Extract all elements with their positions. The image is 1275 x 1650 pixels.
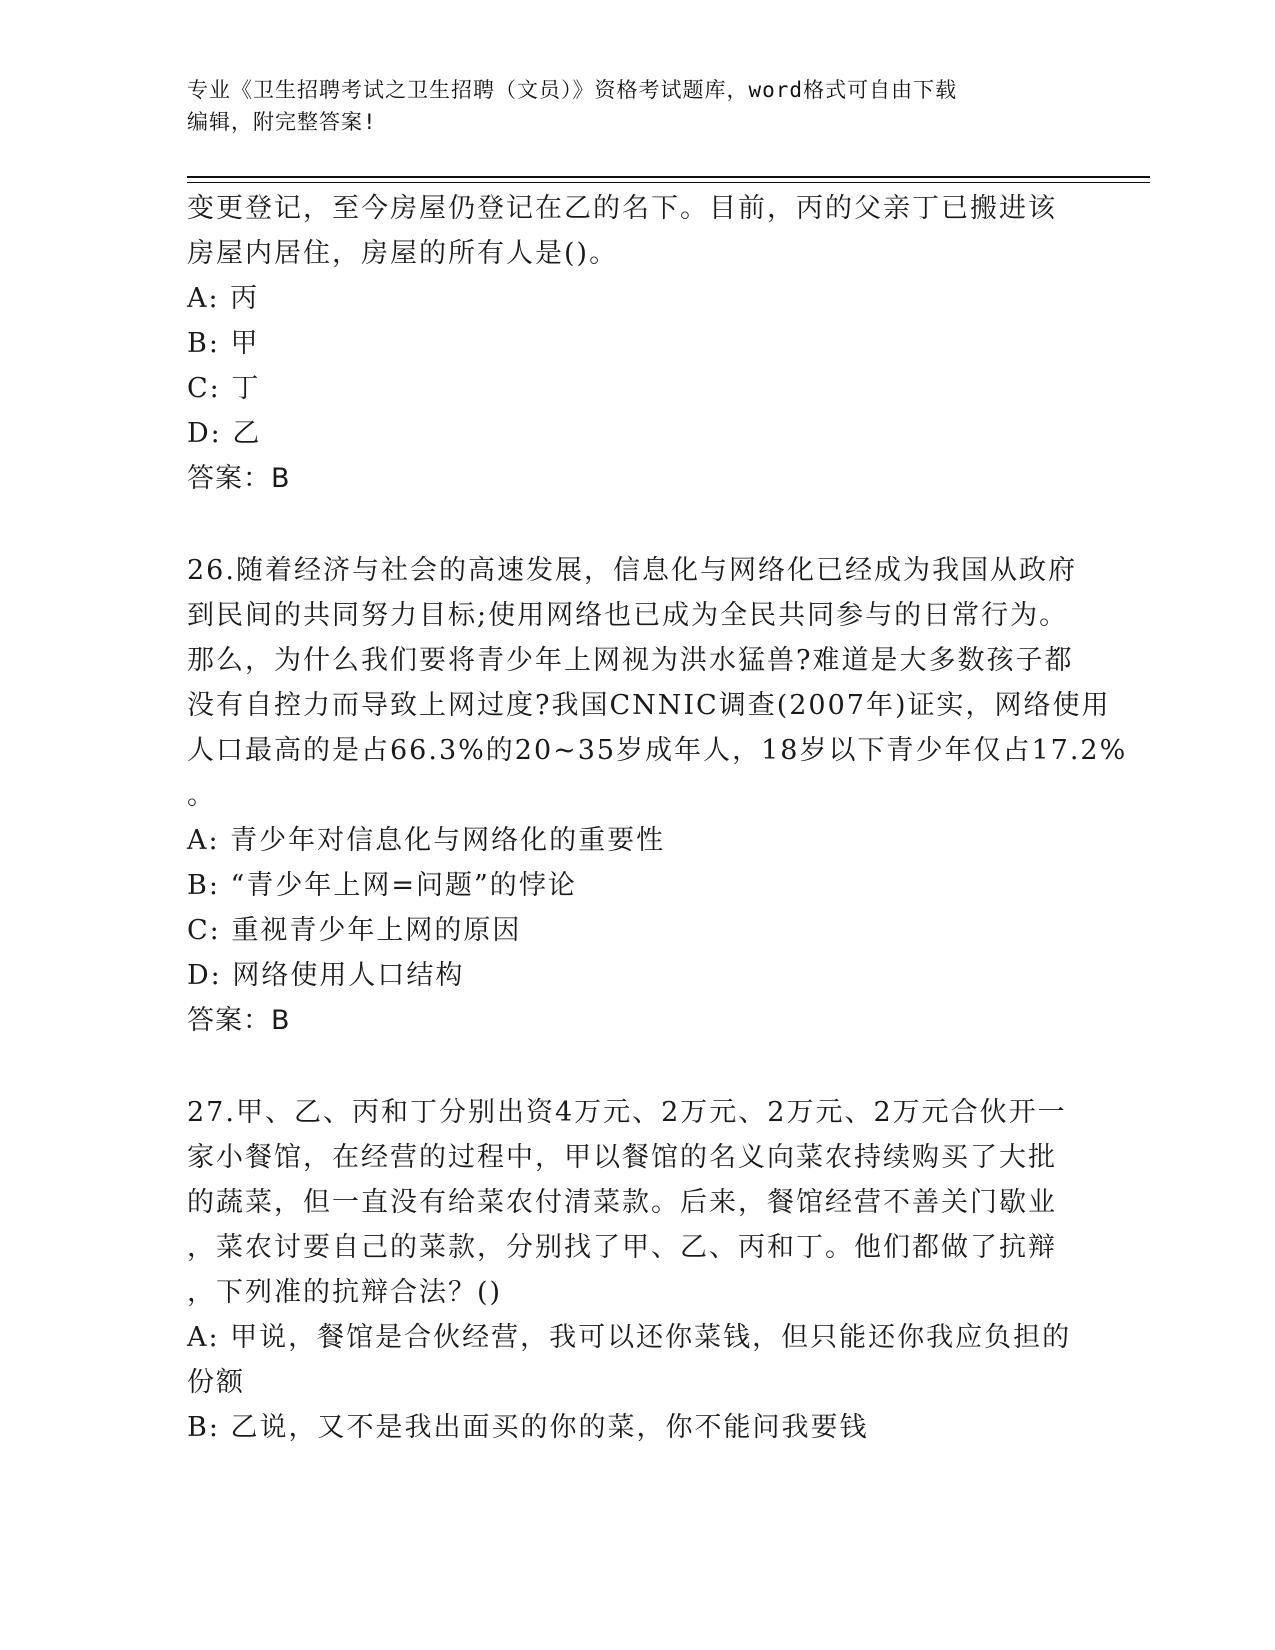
option-a: A: 丙 <box>187 283 260 314</box>
question-stem-line: 到民间的共同努力目标;使用网络也已成为全民共同参与的日常行为。 <box>187 600 1069 631</box>
spacer <box>187 1043 1087 1090</box>
question-stem-line: ，菜农讨要自己的菜款，分别找了甲、乙、丙和丁。他们都做了抗辩 <box>187 1232 1057 1263</box>
document-body <box>187 186 1128 1450</box>
question-stem-line: 。 <box>187 780 216 811</box>
spacer <box>187 501 1087 548</box>
question-stem-line: 那么，为什么我们要将青少年上网视为洪水猛兽?难道是大多数孩子都 <box>187 645 1074 676</box>
answer-line: 答案：B <box>187 1005 291 1036</box>
question-26 <box>187 548 1128 1043</box>
header-rule-thick <box>187 176 1150 178</box>
question-stem-line: 的蔬菜，但一直没有给菜农付清菜款。后来，餐馆经营不善关门歇业 <box>187 1187 1057 1218</box>
question-stem-line: ，下列准的抗辩合法？() <box>187 1277 503 1308</box>
option-a: A: 青少年对信息化与网络化的重要性 <box>187 825 666 856</box>
question-stem-line: 27.甲、乙、丙和丁分别出资4万元、2万元、2万元、2万元合伙开一 <box>187 1097 1067 1128</box>
question-25 <box>187 186 1087 501</box>
question-stem-line: 26.随着经济与社会的高速发展，信息化与网络化已经成为我国从政府 <box>187 555 1077 586</box>
question-stem-line: 变更登记，至今房屋仍登记在乙的名下。目前，丙的父亲丁已搬进该 <box>187 193 1057 224</box>
question-stem-line: 房屋内居住，房屋的所有人是()。 <box>187 238 619 269</box>
header-line-2: 编辑，附完整答案! <box>187 110 377 134</box>
option-d: D: 网络使用人口结构 <box>187 960 465 991</box>
document-header <box>187 74 1067 138</box>
question-27 <box>187 1090 1087 1450</box>
header-rule-thin <box>187 182 1150 183</box>
answer-line: 答案：B <box>187 463 291 494</box>
option-a-continued: 份额 <box>187 1367 245 1398</box>
option-d: D: 乙 <box>187 418 262 449</box>
option-a: A: 甲说，餐馆是合伙经营，我可以还你菜钱，但只能还你我应负担的 <box>187 1322 1072 1353</box>
option-b: B: 乙说，又不是我出面买的你的菜，你不能问我要钱 <box>187 1412 869 1443</box>
question-stem-line: 家小餐馆，在经营的过程中，甲以餐馆的名义向菜农持续购买了大批 <box>187 1142 1057 1173</box>
question-stem-line: 人口最高的是占66.3%的20~35岁成年人，18岁以下青少年仅占17.2% <box>187 735 1128 766</box>
question-stem-line: 没有自控力而导致上网过度?我国CNNIC调查(2007年)证实，网络使用 <box>187 690 1111 721</box>
option-b: B: “青少年上网=问题”的悖论 <box>187 870 577 901</box>
header-line-1: 专业《卫生招聘考试之卫生招聘（文员）》资格考试题库，word格式可自由下载 <box>187 78 958 102</box>
option-b: B: 甲 <box>187 328 260 359</box>
option-c: C: 丁 <box>187 373 261 404</box>
option-c: C: 重视青少年上网的原因 <box>187 915 522 946</box>
